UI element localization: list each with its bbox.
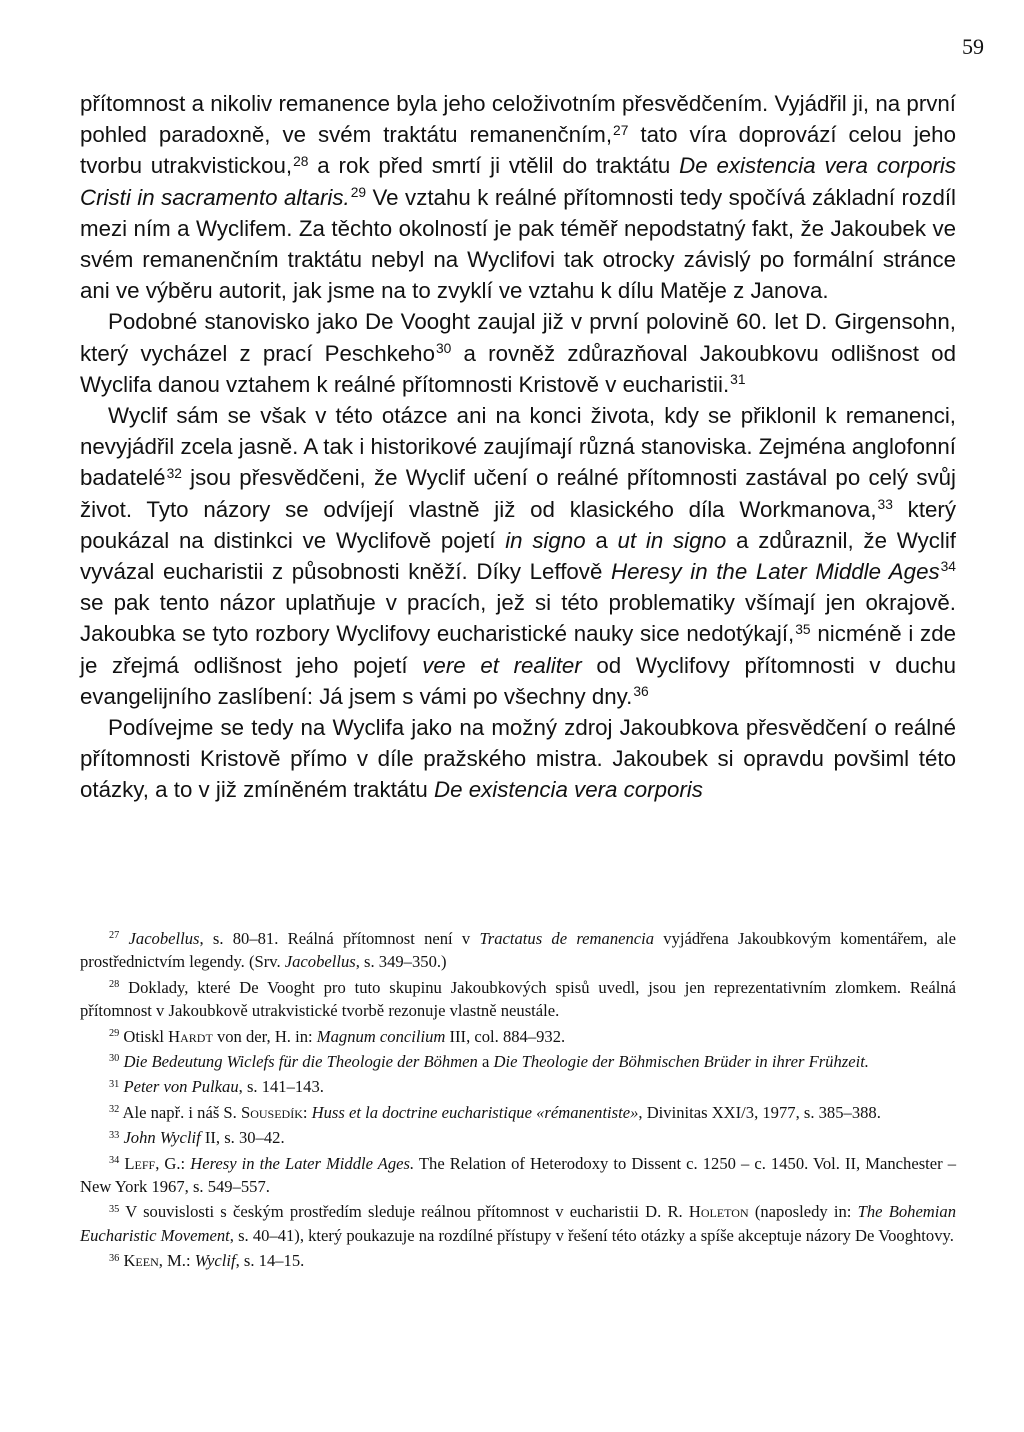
text-run: (naposledy in: <box>748 1202 858 1222</box>
text-run: The Relation of Heterodoxy to Dissent c. 1250 – c. 1450. Vol. II, Manchester – New York 1967, s. 549–557. <box>80 1153 957 1197</box>
footnote-ref: 27 <box>109 930 120 942</box>
italic-text: Tractatus de remanencia <box>479 929 655 948</box>
footnote-ref: 28 <box>293 152 309 169</box>
italic-text: Heresy in the Later Middle Ages <box>610 559 940 585</box>
italic-text: De existencia vera corporis Cristi in sacramento altaris. <box>80 153 956 210</box>
footnote-ref: 33 <box>109 1129 120 1141</box>
text-run: se pak tento názor uplatňuje v pracích, jež si této problematiky všímají jen okrajově. Jakoubka se tyto rozbory Wyclifovy eucharistické nauky sice nedotýkají, <box>80 590 956 647</box>
italic-text: Jacobellus <box>284 952 356 972</box>
footnotes <box>80 927 956 1275</box>
italic-text: vere et realiter <box>422 652 582 678</box>
text-run: přítomnost a nikoliv remanence byla jeho celoživotním přesvědčením. Vyjádřil ji, na první pohled paradoxně, ve svém traktátu remanenčním, <box>80 91 956 148</box>
italic-text: The Bohemian Eucharistic Movement <box>80 1202 956 1245</box>
text-run: , s. 349–350.) <box>355 952 447 972</box>
footnote-ref: 36 <box>109 1252 120 1264</box>
text-run: , Divinitas XXI/3, 1977, s. 385–388. <box>638 1102 881 1122</box>
text-run: a rovněž zdůrazňoval Jakoubkovu odlišnost od Wyclifa danou vztahem k reálné přítomnosti Kristově v eucharistii. <box>80 340 956 397</box>
text-run: Wyclif sám se však v této otázce ani na konci života, kdy se přiklonil k remanenci, nevyjádřil zcela jasně. A tak i historikové zaujímají různá stanoviska. Zejména anglofonní badatelé <box>80 403 956 491</box>
text-run: von der, H. in: <box>212 1026 317 1046</box>
paragraph <box>80 306 956 400</box>
italic-text: Heresy in the Later Middle Ages. <box>190 1153 415 1173</box>
page-number: 59 <box>962 34 984 59</box>
paragraph <box>80 400 956 712</box>
italic-text: Magnum concilium <box>316 1026 446 1046</box>
paragraph <box>80 88 956 306</box>
author-name: Keen <box>123 1251 159 1271</box>
text-run: tato víra doprovází celou jeho tvorbu utrakvistickou, <box>80 122 956 179</box>
footnote <box>80 1126 956 1149</box>
italic-text: Wyclif <box>194 1251 236 1271</box>
footnote <box>80 1249 956 1272</box>
footnote-ref: 30 <box>435 340 452 357</box>
footnote-ref: 32 <box>166 464 182 481</box>
text-run: vyjádřena Jakoubkovým komentářem, ale prostřednictvím legendy. (Srv. <box>80 929 956 972</box>
footnote-ref: 29 <box>350 184 367 201</box>
footnote-ref: 34 <box>940 558 956 575</box>
author-name: Leff <box>124 1153 156 1173</box>
italic-text: Die Theologie der Böhmischen Brüder in ihrer Frühzeit. <box>493 1052 869 1072</box>
footnote <box>80 1050 956 1073</box>
footnote <box>80 1075 956 1098</box>
text-run: Podívejme se tedy na Wyclifa jako na možný zdroj Jakoubkova přesvědčení o reálné přítomnosti Kristově přímo v díle pražského mistra. Jakoubek si opravdu povšiml této otázky, a to v již zmíněném traktátu <box>80 715 956 803</box>
text-run <box>119 929 128 948</box>
text-run: , s. 14–15. <box>235 1251 305 1271</box>
italic-text: Huss et la doctrine eucharistique «rémanentiste» <box>311 1102 639 1122</box>
text-run: III, col. 884–932. <box>445 1026 566 1046</box>
text-run: , s. 80–81. Reálná přítomnost není v <box>199 929 480 948</box>
text-run: , s. 40–41), který poukazuje na rozdílné přístupy v řešení této otázky a spíše akceptuje názory De Vooghtovy. <box>229 1225 954 1245</box>
text-run: , s. 141–143. <box>238 1077 324 1097</box>
footnote-ref: 27 <box>613 121 629 138</box>
text-run: od Wyclifovy přítomnosti v duchu evangelijního zaslíbení: Já jsem s vámi po všechny dny. <box>80 652 956 709</box>
text-run: II, s. 30–42. <box>200 1128 285 1148</box>
footnote <box>80 927 956 974</box>
footnote-ref: 35 <box>795 620 811 637</box>
text-run: , G.: <box>155 1153 191 1173</box>
footnote <box>80 1025 956 1048</box>
footnote-ref: 31 <box>109 1078 120 1090</box>
italic-text: Jacobellus <box>128 929 200 948</box>
text-run: Doklady, které De Vooght pro tuto skupinu Jakoubkových spisů uvedl, jsou jen reprezentativním zlomkem. Reálná přítomnost v Jakoubkově utrakvistické tvorbě rezonuje vlastně neustále. <box>80 977 956 1021</box>
author-name: Hardt <box>168 1026 213 1046</box>
text-run: Otiskl <box>119 1026 169 1046</box>
paragraph <box>80 712 956 806</box>
footnote-ref: 33 <box>877 496 893 513</box>
text-run: Ale např. i náš S. <box>119 1102 241 1122</box>
text-run: který poukázal na distinkci ve Wyclifově pojetí <box>80 496 957 553</box>
footnote-ref: 29 <box>109 1027 120 1039</box>
footnote-ref: 28 <box>109 979 120 991</box>
italic-text: ut in signo <box>617 527 727 553</box>
footnote <box>80 1152 956 1199</box>
text-run: nicméně i zde je zřejmá odlišnost jeho pojetí <box>80 621 956 678</box>
footnote-ref: 32 <box>109 1104 120 1116</box>
text-run: Podobné stanovisko jako De Vooght zaujal již v první polovině 60. let D. Girgensohn, který vycházel z prací Peschkeho <box>80 309 956 366</box>
italic-text: Peter von Pulkau <box>123 1077 239 1097</box>
footnote <box>80 1101 956 1124</box>
footnote-ref: 34 <box>109 1155 120 1166</box>
italic-text: in signo <box>505 527 586 553</box>
footnote <box>80 1200 956 1247</box>
italic-text: John Wyclif <box>123 1128 201 1148</box>
footnote-ref: 30 <box>109 1053 120 1065</box>
footnote <box>80 976 956 1023</box>
italic-text: De existencia vera corporis <box>434 777 703 803</box>
text-run: a <box>585 527 618 553</box>
body-text <box>80 88 956 806</box>
footnote-ref: 31 <box>730 371 746 388</box>
text-run: Ve vztahu k reálné přítomnosti tedy spočívá základní rozdíl mezi ním a Wyclifem. Za těchto okolností je pak téměř nepodstatný fakt, že Jakoubek ve svém remanenčním traktátu nebyl na Wyclifovi tak otrocky závislý po formální stránce ani ve výběru autorit, jak jsme na to zvyklí ve vztahu k dílu Matěje z Janova. <box>80 184 956 304</box>
footnote-ref: 35 <box>109 1203 120 1215</box>
footnote-ref: 36 <box>633 683 649 700</box>
text-run: a zdůraznil, že Wyclif vyvázal eucharistii z působnosti kněží. Díky Leffově <box>80 527 956 585</box>
text-run: : <box>302 1102 312 1122</box>
author-name: Sousedík <box>240 1102 303 1122</box>
text-run: a <box>477 1052 494 1072</box>
italic-text: Die Bedeutung Wiclefs für die Theologie der Böhmen <box>123 1052 478 1072</box>
text-run: a rok před smrtí ji vtělil do traktátu <box>308 153 680 179</box>
author-name: Holeton <box>688 1202 749 1222</box>
text-run: V souvislosti s českým prostředím sleduje reálnou přítomnost v eucharistii D. R. <box>119 1202 689 1222</box>
text-run: jsou přesvědčeni, že Wyclif učení o reálné přítomnosti zastával po celý svůj život. Tyto názory se odvíjejí vlastně již od klasického díla Workmanova, <box>80 465 956 522</box>
text-run: , M.: <box>158 1251 195 1271</box>
